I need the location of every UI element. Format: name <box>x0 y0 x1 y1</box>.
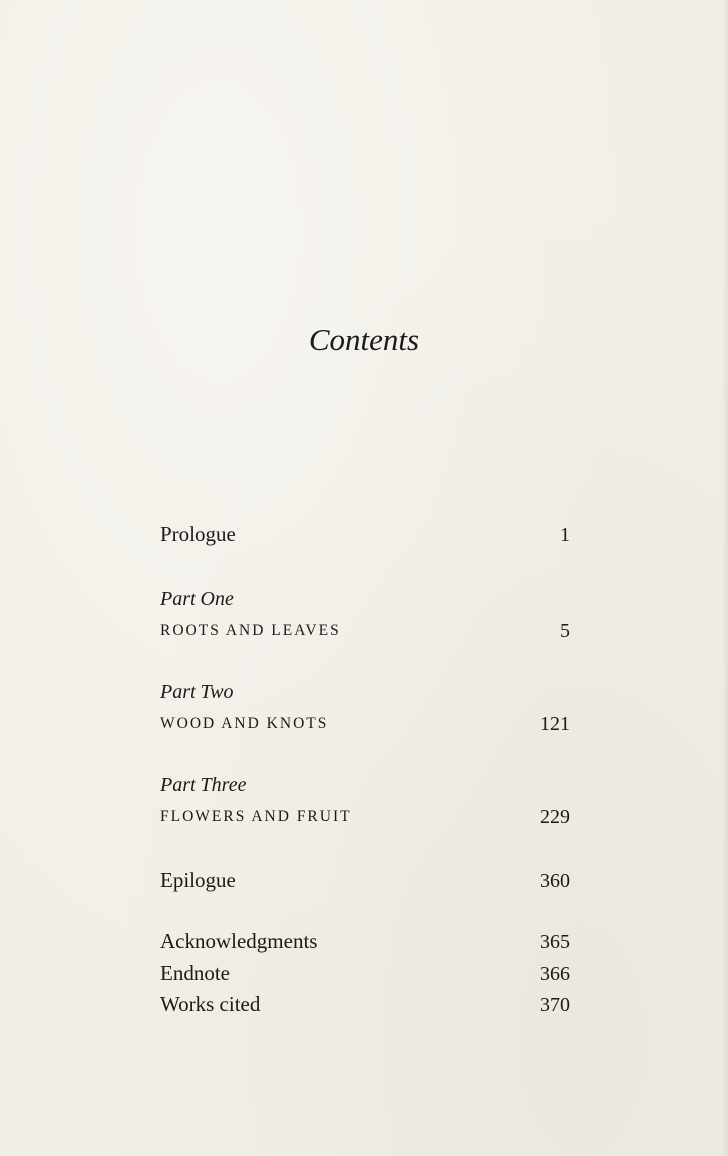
part-three-label: Part Three <box>160 774 247 796</box>
toc-entry-part-one <box>160 622 570 646</box>
toc-entry-title: WOOD AND KNOTS <box>160 715 329 732</box>
toc-entry-page: 370 <box>540 994 570 1016</box>
toc-entry-page: 229 <box>540 806 570 828</box>
toc-entry-title: Acknowledgments <box>160 929 318 953</box>
toc-entry-title: Endnote <box>160 961 230 985</box>
toc-entry-epilogue <box>160 868 570 896</box>
toc-entry-page: 1 <box>560 524 570 546</box>
part-one-label: Part One <box>160 588 234 610</box>
toc-entry-endnote <box>160 961 570 989</box>
toc-entry-acknowledgments <box>160 929 570 957</box>
toc-entry-title: ROOTS AND LEAVES <box>160 622 341 639</box>
toc-entry-page: 360 <box>540 870 570 892</box>
contents-heading: Contents <box>308 322 420 357</box>
page-edge-shadow <box>722 0 728 1156</box>
toc-entry-page: 5 <box>560 620 570 642</box>
toc-entry-page: 365 <box>540 931 570 953</box>
toc-entry-page: 366 <box>540 963 570 985</box>
toc-entry-page: 121 <box>540 713 570 735</box>
part-two-label: Part Two <box>160 681 234 703</box>
toc-entry-title: Works cited <box>160 992 261 1016</box>
toc-entry-part-two <box>160 715 570 739</box>
toc-entry-title: Prologue <box>160 522 236 546</box>
toc-entry-prologue <box>160 522 570 550</box>
toc-entry-title: Epilogue <box>160 868 236 892</box>
toc-entry-title: FLOWERS AND FRUIT <box>160 808 352 825</box>
toc-entry-works-cited <box>160 992 570 1020</box>
toc-entry-part-three <box>160 808 570 832</box>
